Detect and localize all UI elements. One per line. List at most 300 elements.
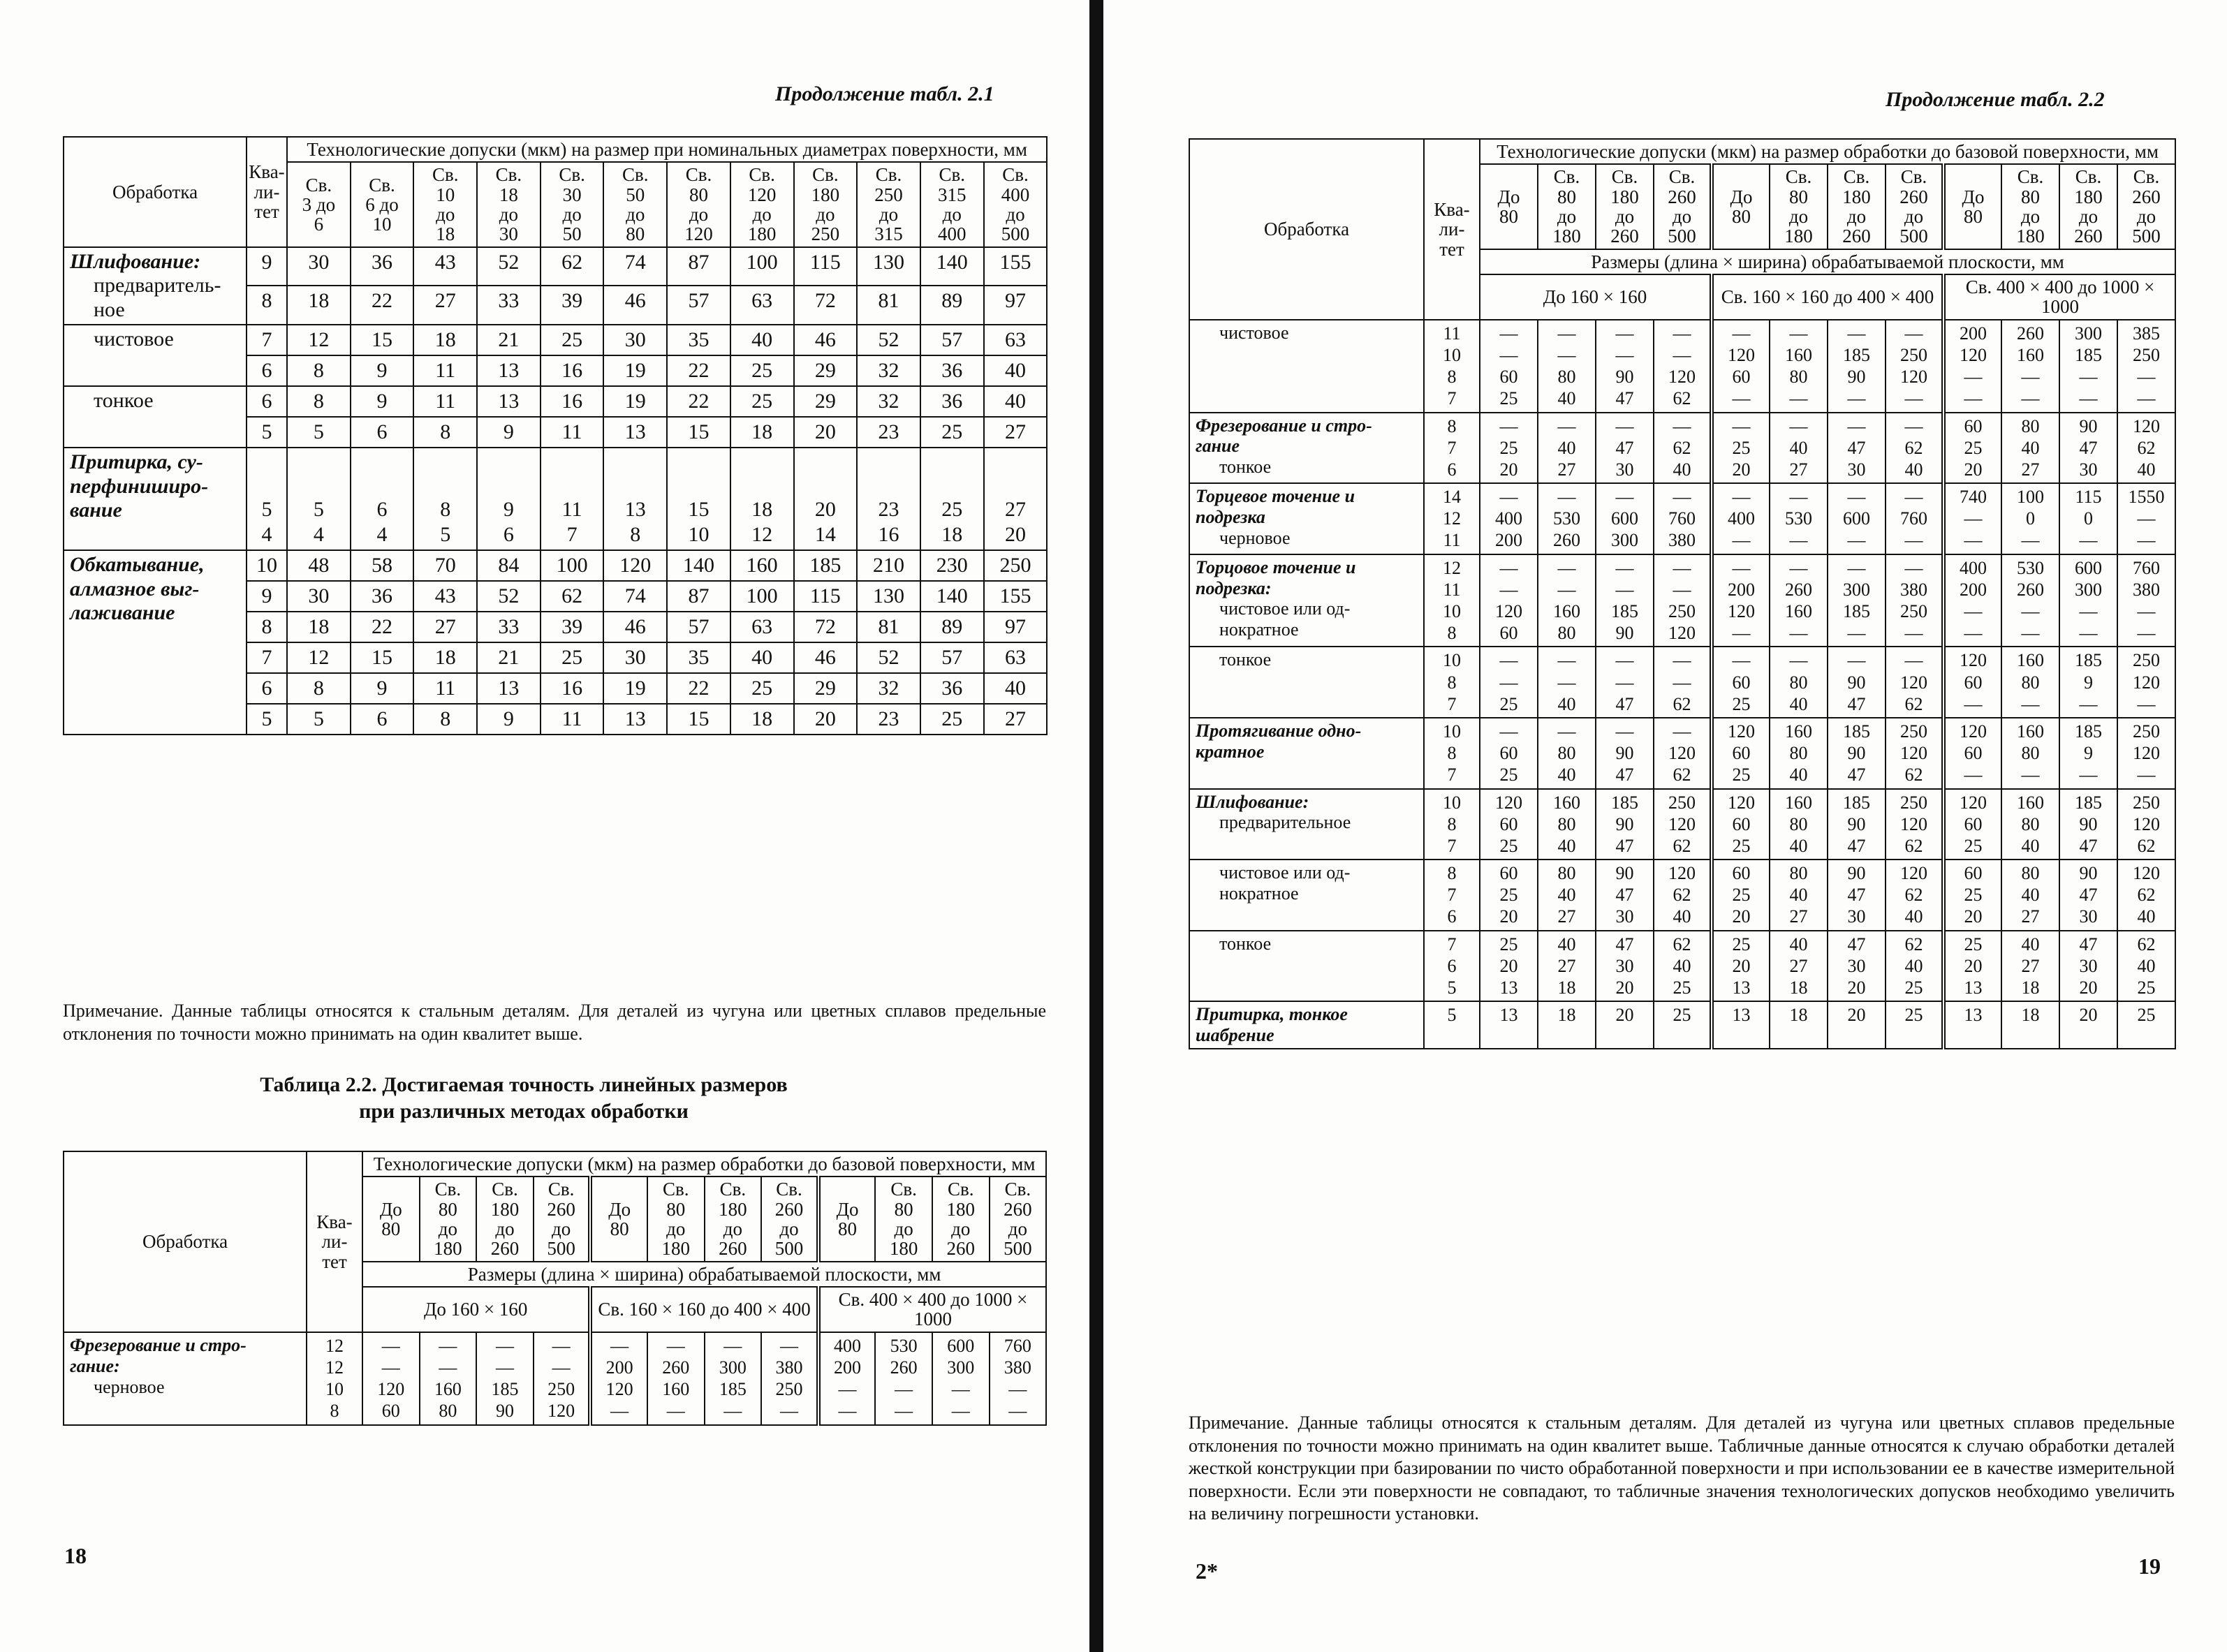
page-number-left: 18 <box>64 1543 87 1568</box>
tolerance-cell: 30 <box>287 581 351 612</box>
tolerance-cell: 25 <box>541 325 604 355</box>
tolerance-cell: 11 <box>541 704 604 735</box>
tolerance-cell: 400 200 — — <box>1943 554 2001 647</box>
tolerance-cell: — — 25 <box>1480 647 1538 718</box>
tolerance-cell: 250 120 — <box>2117 647 2175 718</box>
tolerance-cell: 63 <box>984 325 1048 355</box>
tolerance-cell: 18 <box>730 704 794 735</box>
tolerance-cell: 9 <box>351 386 414 417</box>
tolerance-cell: 15 <box>351 642 414 673</box>
tolerance-cell: 5 <box>287 704 351 735</box>
tolerance-cell: — 60 25 <box>1712 647 1770 718</box>
qualitet-cell: 10 8 7 <box>1424 647 1480 718</box>
tolerance-cell: 21 <box>477 325 541 355</box>
header-size-range: Св. 400 × 400 до 1000 × 1000 <box>1943 274 2175 320</box>
tolerance-cell: 19 <box>603 386 667 417</box>
header-distance-col: Св. 80 до 180 <box>1538 164 1596 249</box>
tolerance-cell: 27 <box>413 612 477 642</box>
tolerance-cell: 160 80 — <box>2001 718 2059 789</box>
tolerance-cell: — 185 90 — <box>1828 320 1886 413</box>
tolerance-cell: — — 40 <box>1538 647 1596 718</box>
qualitet-cell: 8 <box>247 612 287 642</box>
header-diameter-col: Св. 80 до 120 <box>667 162 730 246</box>
tolerance-cell: 530 260 — — <box>875 1332 932 1425</box>
operation-subtype: предварительное <box>1219 812 1351 833</box>
tolerance-cell: — 80 40 <box>1538 718 1596 789</box>
header-operation: Обработка <box>64 137 247 247</box>
operation-cell <box>1189 413 1424 484</box>
tolerance-cell: 36 <box>351 581 414 612</box>
tolerance-cell: — 260 160 — <box>1770 554 1828 647</box>
tolerance-cell: — — 250 120 <box>534 1332 591 1425</box>
tolerance-cell: 57 <box>920 642 984 673</box>
tolerance-cell: 25 <box>920 417 984 448</box>
tolerance-cell: — 40 27 <box>1770 413 1828 484</box>
tolerance-cell: 63 <box>730 286 794 325</box>
tolerance-cell: 140 <box>667 550 730 581</box>
tolerance-cell: 25 20 13 <box>1943 931 2001 1002</box>
tolerance-cell: 130 <box>857 581 920 612</box>
table-row <box>1189 413 2175 484</box>
tolerance-cell: — 62 40 <box>1886 413 1943 484</box>
header-distance-col: До 80 <box>1943 164 2001 249</box>
tolerance-cell: 6 <box>351 704 414 735</box>
operation-cell <box>1189 1001 1424 1049</box>
tolerance-cell: 20 <box>1596 1001 1654 1049</box>
table-row <box>1189 789 2175 860</box>
tolerance-cell: 12 <box>287 325 351 355</box>
tolerance-cell: — 600 — <box>1828 483 1886 554</box>
tolerance-cell: — 120 60 — <box>1712 320 1770 413</box>
qualitet-cell: 5 <box>247 417 287 448</box>
qualitet-cell: 9 <box>247 581 287 612</box>
tolerance-cell: 20 <box>794 704 858 735</box>
tolerance-cell: 27 <box>984 417 1048 448</box>
right-page <box>1103 0 2227 1652</box>
operation-cell <box>1189 554 1424 647</box>
tolerance-cell: — — 62 <box>1654 647 1712 718</box>
tolerance-cell: 400 200 — — <box>818 1332 876 1425</box>
tolerance-cell: 185 90 47 <box>1596 789 1654 860</box>
tolerance-cell: 60 25 20 <box>1712 860 1770 931</box>
tolerance-cell: 15 <box>667 417 730 448</box>
tolerance-cell: 120 62 40 <box>2117 413 2175 484</box>
operation-title: Шлифование: <box>1196 791 1309 812</box>
operation-subtype: чистовое <box>94 327 174 351</box>
tolerance-cell: 6 4 <box>351 448 414 550</box>
tolerance-cell: 87 <box>667 247 730 286</box>
header-diameter-col: Св. 18 до 30 <box>477 162 541 246</box>
header-qualitet: Ква- ли- тет <box>1424 139 1480 320</box>
header-distance-col: Св. 80 до 180 <box>1770 164 1828 249</box>
tolerance-cell: — 250 120 — <box>1886 320 1943 413</box>
operation-subtype: тонкое <box>1219 933 1272 954</box>
tolerance-cell: 11 <box>413 673 477 704</box>
continuation-label-right: Продолжение табл. 2.2 <box>1886 88 2105 111</box>
tolerance-cell: 8 <box>413 704 477 735</box>
tolerance-cell: 120 60 — <box>1943 718 2001 789</box>
tolerance-cell: — 400 200 <box>1480 483 1538 554</box>
tolerance-cell: 63 <box>984 642 1048 673</box>
header-diameter-col: Св. 400 до 500 <box>984 162 1048 246</box>
tolerance-cell: 250 <box>984 550 1048 581</box>
table-row <box>1189 647 2175 718</box>
operation-subtype: предваритель- ное <box>94 274 221 321</box>
tolerance-cell: — 80 40 <box>1770 647 1828 718</box>
tolerance-cell: 230 <box>920 550 984 581</box>
tolerance-cell: 185 90 47 <box>1828 789 1886 860</box>
operation-title: Фрезерование и стро- гание: <box>70 1334 247 1376</box>
operation-subtype: черновое <box>94 1376 165 1397</box>
qualitet-cell: 11 10 8 7 <box>1424 320 1480 413</box>
tolerance-cell: 22 <box>667 355 730 386</box>
tolerance-cell: 185 9 — <box>2059 647 2117 718</box>
tolerance-cell: — 200 120 — <box>590 1332 647 1425</box>
tolerance-cell: 120 60 25 <box>1712 789 1770 860</box>
header-diameter-col: Св. 180 до 250 <box>794 162 858 246</box>
header-distance-col: Св. 80 до 180 <box>2001 164 2059 249</box>
table-row <box>1189 860 2175 931</box>
header-qualitet: Ква- ли- тет <box>307 1151 362 1332</box>
tolerance-cell: 84 <box>477 550 541 581</box>
tolerance-cell: 23 16 <box>857 448 920 550</box>
header-distance-col: До 80 <box>1480 164 1538 249</box>
header-diameter-col: Св. 3 до 6 <box>287 162 351 246</box>
tolerance-cell: 40 27 18 <box>1770 931 1828 1002</box>
tolerance-cell: 22 <box>351 286 414 325</box>
tolerance-cell: — 400 — <box>1712 483 1770 554</box>
tolerance-cell: 9 6 <box>477 448 541 550</box>
tolerance-cell: 16 <box>541 355 604 386</box>
tolerance-cell: 36 <box>920 673 984 704</box>
tolerance-cell: 120 60 25 <box>1480 789 1538 860</box>
qualitet-cell: 5 <box>1424 1001 1480 1049</box>
header-distance-col: До 80 <box>818 1177 876 1261</box>
tolerance-cell: 58 <box>351 550 414 581</box>
operation-subtype: чистовое или од- нократное <box>1219 598 1351 640</box>
note-table-2-2: Примечание. Данные таблицы относятся к стальным деталям. Для деталей из чугуна или цветных сплавов предельные отклонения по точности можно принимать на один квалитет выше. Табличные данные относятся к случаю обработки деталей жесткой конструкции при базировании по чисто обработанной поверхности и при использовании ее в качестве измерительной поверхности. Если эти поверхности не совпадают, то табличные значения технологических допусков необходимо увеличить на величину погрешности установки. <box>1189 1413 2175 1524</box>
header-size-range: Св. 160 × 160 до 400 × 400 <box>590 1287 818 1332</box>
tolerance-cell: 13 <box>1480 1001 1538 1049</box>
header-diameter-col: Св. 315 до 400 <box>920 162 984 246</box>
tolerance-cell: 40 <box>730 325 794 355</box>
tolerance-cell: — — 120 60 <box>1480 554 1538 647</box>
tolerance-cell: 30 <box>603 642 667 673</box>
header-distance-col: Св. 260 до 500 <box>2117 164 2175 249</box>
tolerance-cell: — 600 300 <box>1596 483 1654 554</box>
tolerance-cell: 52 <box>477 581 541 612</box>
header-tolerance-group: Технологические допуски (мкм) на размер обработки до базовой поверхности, мм <box>362 1151 1046 1177</box>
tolerance-cell: — 90 47 <box>1828 647 1886 718</box>
tolerance-cell: 36 <box>920 355 984 386</box>
qualitet-cell: 7 <box>247 325 287 355</box>
tolerance-cell: 250 120 — <box>2117 718 2175 789</box>
operation-cell <box>1189 931 1424 1002</box>
tolerance-cell: — 530 — <box>1770 483 1828 554</box>
qualitet-cell: 7 <box>247 642 287 673</box>
header-operation: Обработка <box>64 1151 307 1332</box>
tolerance-cell: 33 <box>477 612 541 642</box>
tolerance-cell: — 160 80 — <box>1770 320 1828 413</box>
tolerance-cell: 20 <box>2059 1001 2117 1049</box>
tolerance-cell: 72 <box>794 612 858 642</box>
header-distance-col: Св. 180 до 260 <box>2059 164 2117 249</box>
operation-title: Протягивание одно- кратное <box>1196 720 1362 762</box>
tolerance-cell: 25 18 <box>920 448 984 550</box>
tolerance-cell: 18 <box>413 642 477 673</box>
table-row <box>64 1332 1046 1425</box>
operation-title: Притирка, тонкое шабрение <box>1196 1004 1348 1046</box>
caption-line-2: при различных методах обработки <box>359 1099 689 1123</box>
tolerance-cell: 100 <box>541 550 604 581</box>
tolerance-cell: 120 60 25 <box>1943 789 2001 860</box>
tolerance-cell: 600 300 — — <box>2059 554 2117 647</box>
tolerance-cell: 13 <box>603 704 667 735</box>
tolerance-cell: 15 <box>667 704 730 735</box>
header-distance-col: Св. 180 до 260 <box>1596 164 1654 249</box>
header-row <box>1189 139 2175 164</box>
table-row <box>64 325 1047 355</box>
qualitet-cell: 5 4 <box>247 448 287 550</box>
tolerance-cell: 760 380 — — <box>990 1332 1047 1425</box>
tolerance-cell: 60 25 20 <box>1943 413 2001 484</box>
tolerance-cell: 25 <box>2117 1001 2175 1049</box>
tolerance-cell: — 380 250 — <box>761 1332 818 1425</box>
tolerance-cell: 18 <box>1538 1001 1596 1049</box>
operation-cell <box>1189 718 1424 789</box>
tolerance-cell: — 260 160 — <box>647 1332 705 1425</box>
tolerance-cell: 23 <box>857 417 920 448</box>
tolerance-cell: 43 <box>413 581 477 612</box>
tolerance-cell: 62 40 25 <box>2117 931 2175 1002</box>
header-distance-col: Св. 180 до 260 <box>476 1177 534 1261</box>
header-distance-col: Св. 180 до 260 <box>705 1177 762 1261</box>
operation-title: Торцевое точение и подрезка <box>1196 486 1355 527</box>
tolerance-cell: 530 260 — — <box>2001 554 2059 647</box>
tolerance-cell: 15 <box>351 325 414 355</box>
tolerance-cell: 19 <box>603 355 667 386</box>
operation-subtype: черновое <box>1219 527 1291 548</box>
tolerance-cell: — 120 62 <box>1654 718 1712 789</box>
tolerance-cell: 300 185 — — <box>2059 320 2117 413</box>
tolerance-cell: 115 0 — <box>2059 483 2117 554</box>
tolerance-cell: 16 <box>541 673 604 704</box>
tolerance-cell: 62 <box>541 581 604 612</box>
tolerance-cell: 185 90 47 <box>1828 718 1886 789</box>
tolerance-cell: 29 <box>794 355 858 386</box>
header-distance-col: Св. 260 до 500 <box>990 1177 1047 1261</box>
tolerance-cell: 18 <box>287 612 351 642</box>
tolerance-cell: 12 <box>287 642 351 673</box>
tolerance-cell: 33 <box>477 286 541 325</box>
header-size-range: До 160 × 160 <box>1480 274 1712 320</box>
header-tolerance-group: Технологические допуски (мкм) на размер при номинальных диаметрах поверхности, мм <box>287 137 1047 162</box>
tolerance-cell: 1550 — — <box>2117 483 2175 554</box>
header-tolerance-group: Технологические допуски (мкм) на размер обработки до базовой поверхности, мм <box>1480 139 2175 164</box>
operation-subtype: тонкое <box>1219 649 1272 670</box>
tolerance-cell: — — 250 120 <box>1654 554 1712 647</box>
tolerance-cell: 60 25 20 <box>1480 860 1538 931</box>
table-row <box>1189 554 2175 647</box>
operation-title: Шлифование: <box>70 249 201 273</box>
tolerance-cell: 40 <box>730 642 794 673</box>
table-row <box>1189 320 2175 413</box>
tolerance-cell: 13 <box>603 417 667 448</box>
tolerance-cell: 155 <box>984 247 1048 286</box>
table-row <box>1189 483 2175 554</box>
tolerance-cell: — 760 380 <box>1654 483 1712 554</box>
qualitet-cell: 6 <box>247 355 287 386</box>
tolerance-cell: 13 <box>1712 1001 1770 1049</box>
tolerance-cell: — — 185 90 <box>476 1332 534 1425</box>
tolerance-cell: 185 9 — <box>2059 718 2117 789</box>
tolerance-cell: 5 4 <box>287 448 351 550</box>
tolerance-cell: 6 <box>351 417 414 448</box>
operation-title: Фрезерование и стро- гание <box>1196 415 1372 457</box>
tolerance-cell: 13 8 <box>603 448 667 550</box>
header-distance-col: Св. 180 до 260 <box>932 1177 990 1261</box>
tolerance-cell: 36 <box>351 247 414 286</box>
tolerance-cell: 80 40 27 <box>1538 860 1596 931</box>
tolerance-cell: 52 <box>857 642 920 673</box>
tolerance-cell: — 60 25 <box>1480 718 1538 789</box>
tolerance-cell: 18 12 <box>730 448 794 550</box>
header-distance-col: До 80 <box>1712 164 1770 249</box>
tolerance-cell: 30 <box>603 325 667 355</box>
tolerance-cell: 32 <box>857 386 920 417</box>
tolerance-cell: 25 <box>730 355 794 386</box>
book-spine <box>1089 0 1103 1652</box>
header-operation: Обработка <box>1189 139 1424 320</box>
tolerance-cell: 35 <box>667 642 730 673</box>
operation-title: Торцовое точение и подрезка: <box>1196 556 1356 598</box>
tolerance-cell: 40 <box>984 673 1048 704</box>
tolerance-cell: — 120 62 <box>1886 647 1943 718</box>
tolerance-cell: 97 <box>984 612 1048 642</box>
operation-subtype: чистовое <box>1219 322 1289 343</box>
qualitet-cell: 5 <box>247 704 287 735</box>
tolerance-cell: 27 <box>413 286 477 325</box>
tolerance-cell: 11 <box>413 386 477 417</box>
header-distance-col: Св. 80 до 180 <box>420 1177 477 1261</box>
tolerance-cell: 46 <box>794 325 858 355</box>
table-row <box>64 550 1047 581</box>
tolerance-cell: 90 47 30 <box>2059 860 2117 931</box>
tolerance-cell: 25 <box>1654 1001 1712 1049</box>
tolerance-cell: 40 <box>984 386 1048 417</box>
tolerance-cell: 250 120 62 <box>1654 789 1712 860</box>
tolerance-cell: 250 120 62 <box>1886 789 1943 860</box>
tolerance-cell: 48 <box>287 550 351 581</box>
tolerance-cell: 25 <box>730 386 794 417</box>
tolerance-cell: 20 <box>794 417 858 448</box>
tolerance-cell: 29 <box>794 673 858 704</box>
tolerance-cell: 25 <box>730 673 794 704</box>
tolerance-cell: — 760 — <box>1886 483 1943 554</box>
header-qualitet: Ква- ли- тет <box>247 137 287 247</box>
operation-subtype: тонкое <box>1219 457 1272 478</box>
tolerance-cell: 20 14 <box>794 448 858 550</box>
tolerance-cell: 39 <box>541 286 604 325</box>
tolerance-cell: 200 120 — — <box>1943 320 2001 413</box>
tolerance-cell: 60 25 20 <box>1943 860 2001 931</box>
tolerance-cell: 13 <box>477 355 541 386</box>
tolerance-cell: 8 <box>287 673 351 704</box>
tolerance-cell: — 47 30 <box>1596 413 1654 484</box>
tolerance-cell: 140 <box>920 581 984 612</box>
header-size-range: Св. 160 × 160 до 400 × 400 <box>1712 274 1943 320</box>
tolerance-cell: 120 <box>603 550 667 581</box>
tolerance-cell: 47 30 20 <box>2059 931 2117 1002</box>
tolerance-cell: 63 <box>730 612 794 642</box>
qualitet-cell: 6 <box>247 673 287 704</box>
tolerance-cell: 185 <box>794 550 858 581</box>
qualitet-cell: 14 12 11 <box>1424 483 1480 554</box>
tolerance-cell: 52 <box>477 247 541 286</box>
tolerance-cell: 87 <box>667 581 730 612</box>
tolerance-cell: 115 <box>794 581 858 612</box>
tolerance-cell: 32 <box>857 355 920 386</box>
left-page <box>0 0 1089 1652</box>
tolerance-cell: 11 <box>413 355 477 386</box>
tolerance-cell: — 530 260 <box>1538 483 1596 554</box>
table-row <box>1189 931 2175 1002</box>
header-diameter-col: Св. 6 до 10 <box>351 162 414 246</box>
tolerance-cell: 29 <box>794 386 858 417</box>
header-distance-col: Св. 80 до 180 <box>647 1177 705 1261</box>
tolerance-cell: 120 60 — <box>1943 647 2001 718</box>
tolerance-cell: 22 <box>667 386 730 417</box>
operation-cell <box>1189 789 1424 860</box>
tolerance-cell: 19 <box>603 673 667 704</box>
tolerance-cell: 115 <box>794 247 858 286</box>
tolerance-cell: 25 <box>1886 1001 1943 1049</box>
continuation-label: Продолжение табл. 2.1 <box>775 82 994 105</box>
tolerance-cell: 16 <box>541 386 604 417</box>
tolerance-cell: 8 5 <box>413 448 477 550</box>
tolerance-cell: 62 40 25 <box>1886 931 1943 1002</box>
tolerance-cell: 11 7 <box>541 448 604 550</box>
tolerance-cell: 13 <box>477 673 541 704</box>
header-sizes-label: Размеры (длина × ширина) обрабатываемой плоскости, мм <box>362 1262 1046 1287</box>
tolerance-cell: 46 <box>794 642 858 673</box>
tolerance-cell: 9 <box>351 673 414 704</box>
tolerance-cell: 36 <box>920 386 984 417</box>
tolerance-cell: 18 <box>730 417 794 448</box>
tolerance-cell: — — 120 62 <box>1654 320 1712 413</box>
tolerance-cell: — 25 20 <box>1712 413 1770 484</box>
tolerance-cell: 90 47 30 <box>1828 860 1886 931</box>
tolerance-cell: 260 160 — — <box>2001 320 2059 413</box>
operation-cell <box>64 550 247 735</box>
qualitet-cell: 7 6 5 <box>1424 931 1480 1002</box>
tolerance-cell: 5 <box>287 417 351 448</box>
tolerance-cell: 27 20 <box>984 448 1048 550</box>
qualitet-cell: 8 <box>247 286 287 325</box>
table-row <box>1189 1001 2175 1049</box>
tolerance-cell: 100 0 — <box>2001 483 2059 554</box>
tolerance-cell: 160 80 40 <box>2001 789 2059 860</box>
tolerance-cell: 210 <box>857 550 920 581</box>
tolerance-cell: 90 47 30 <box>2059 413 2117 484</box>
tolerance-cell: — — 185 90 <box>1596 554 1654 647</box>
tolerance-cell: 35 <box>667 325 730 355</box>
tolerance-cell: — 300 185 — <box>705 1332 762 1425</box>
tolerance-cell: — — 90 47 <box>1596 320 1654 413</box>
tolerance-cell: 22 <box>351 612 414 642</box>
tolerance-cell: 185 90 47 <box>2059 789 2117 860</box>
operation-subtype: чистовое или од- нократное <box>1219 862 1351 904</box>
